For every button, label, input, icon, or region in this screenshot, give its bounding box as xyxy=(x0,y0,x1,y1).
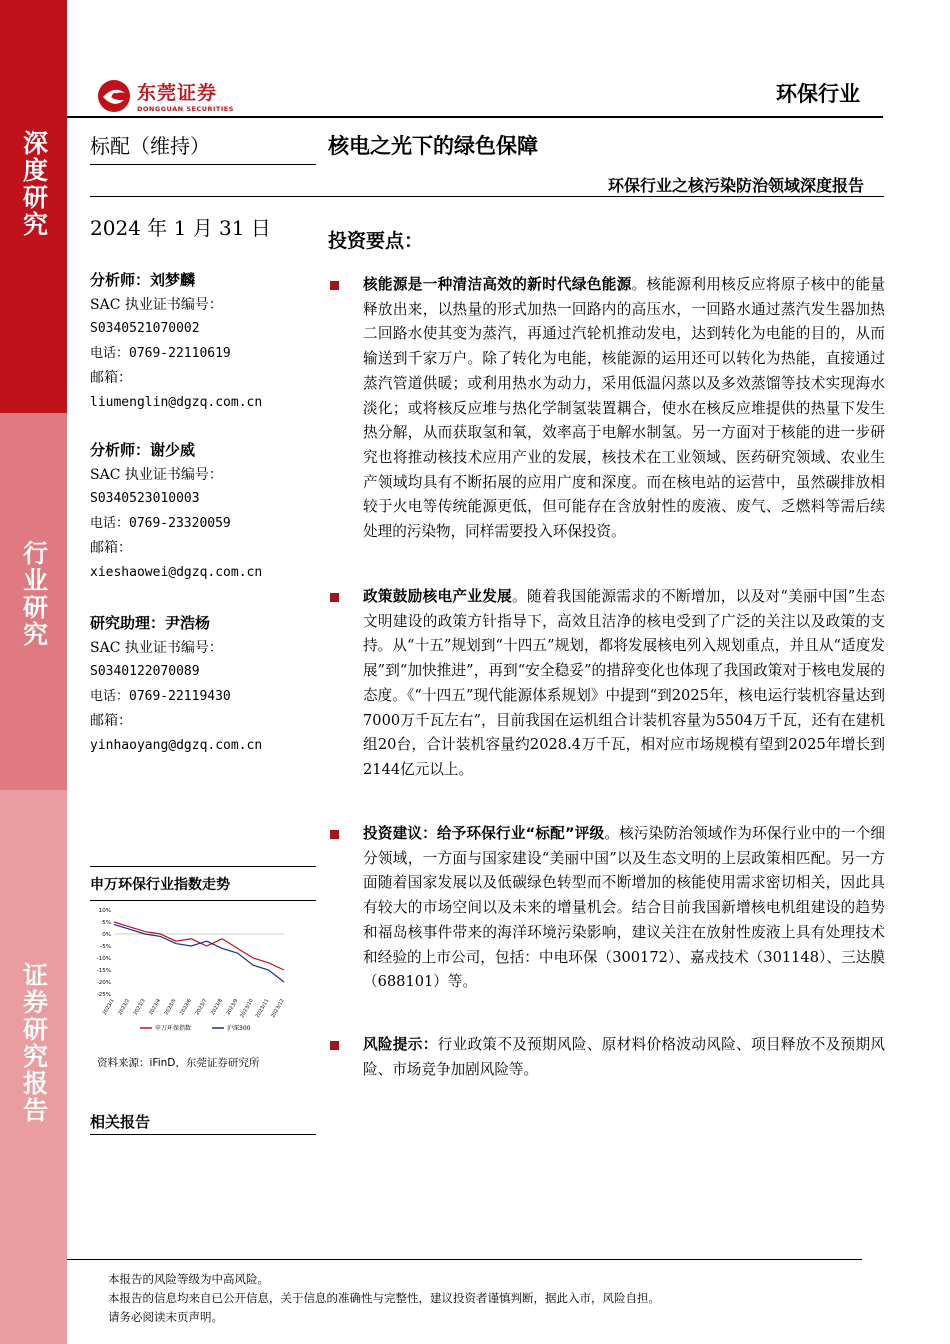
company-logo xyxy=(97,78,234,113)
related-reports-title: 相关报告 xyxy=(90,1113,151,1131)
keypoint-text: 。核污染防治领域作为环保行业中的一个细分领域，一方面与国家建设“美丽中国”以及生态文明的上层政策相匹配。另一方面随着国家发展以及低碳绿色转型而不断增加的核能使用需求密切相关，因此具有较大的市场空间以及未来的增量机会。结合目前我国新增核电机组建设的趋势和福岛核事件带来的海洋环境污染影响，建议关注在放射性废液上具有处理技术和经验的上市公司，包括：中电环保（300172）、嘉戎技术（301148）、三达膜（688101）等。 xyxy=(363,825,885,991)
sidebar-industry-research xyxy=(0,413,67,790)
bullet-icon xyxy=(330,281,339,290)
y-tick-label: -20% xyxy=(96,980,111,986)
series-line-1 xyxy=(114,924,284,982)
report-title: 核电之光下的绿色保障 xyxy=(328,134,538,158)
footer-divider xyxy=(67,1259,862,1260)
sidebar-label: 证券研究报告 xyxy=(19,962,49,1124)
keypoint-lead: 政策鼓励核电产业发展 xyxy=(363,588,513,605)
industry-label: 环保行业 xyxy=(776,82,860,106)
x-tick-label: 2023/3 xyxy=(132,998,147,1017)
keypoint-text: 。随着我国能源需求的不断增加，以及对“美丽中国”生态文明建设的政策方针指导下，高效且洁净的核电受到了广泛的关注以及政策的支持。从“十五”规划到“十四五”规划，都将发展核电列入规划重点，并且从“适度发展”到“加快推进”，再到“安全稳妥”的措辞变化也体现了我国政策对于核电发展的态度。《“十四五”现代能源体系规划》中提到“到2025年，核电运行装机容量达到7000万千瓦左右”，目前我国在运机组合计装机容量为5504万千瓦，还有在建机组20台，合计装机容量约2028.4万千瓦，相对应市场规模有望到2025年增长到2144亿元以上。 xyxy=(363,588,885,778)
email-link[interactable]: yinhaoyang@dgzq.com.cn xyxy=(90,737,263,753)
y-tick-label: -5% xyxy=(100,944,111,950)
keypoint-text: 行业政策不及预期风险、原材料价格波动风险、项目释放不及预期风险、市场竞争加剧风险等。 xyxy=(363,1036,885,1078)
bullet-icon xyxy=(330,1041,339,1050)
x-tick-label: 2023/1 xyxy=(101,998,116,1017)
x-tick-label: 2023/5 xyxy=(163,998,178,1017)
index-chart-box xyxy=(90,866,316,894)
keypoint-lead: 核能源是一种清洁高效的新时代绿色能源 xyxy=(363,276,632,293)
x-tick-label: 2023/2 xyxy=(117,998,132,1017)
cert-label: SAC 执业证书编号： xyxy=(90,466,223,483)
logo-cn-text: 东莞证券 xyxy=(137,82,218,104)
footer-line: 本报告的信息均来自已公开信息，关于信息的准确性与完整性，建议投资者谨慎判断，据此入市，风险自担。 xyxy=(108,1291,660,1305)
sidebar xyxy=(0,0,67,1344)
footer-disclaimer xyxy=(108,1270,660,1327)
y-tick-label: 0% xyxy=(102,932,111,938)
cert-number: S0340523010003 xyxy=(90,491,200,506)
analyst-block xyxy=(90,611,262,758)
x-tick-label: 2023/12 xyxy=(270,998,286,1019)
email-label: 邮箱： xyxy=(90,540,132,556)
phone: 电话：0769-22110619 xyxy=(90,345,231,361)
analyst-name: 研究助理：尹浩杨 xyxy=(90,614,211,632)
analyst-name: 分析师：刘梦麟 xyxy=(90,271,196,289)
header-divider xyxy=(67,116,883,118)
series-line-0 xyxy=(114,922,284,970)
keypoint-text: 。核能源利用核反应将原子核中的能量释放出来，以热量的形式加热一回路内的高压水，一回路水通过蒸汽发生器加热二回路水使其变为蒸汽，再通过汽轮机推动发电，达到转化为电能的目的，从而输送到千家万户。除了转化为电能，核能源的运用还可以转化为热能，直接通过蒸汽管道供暖；或利用热水为动力，采用低温闪蒸以及多效蒸馏等技术实现海水淡化；或将核反应堆与热化学制氢装置耦合，使水在核反应堆提供的热量下发生热分解，从而获取氢和氧，效率高于电解水制氢。另一方面对于核能的进一步研究也将推动核技术应用产业的发展，核技术在工业领域、医药研究领域、农业生产领域均具有不断拓展的应用广度和深度。而在核电站的运营中，虽然碳排放相较于火电等传统能源更低，但可能存在含放射性的废液、废气、乏燃料等需后续处理的污染物，同样需要投入环保投资。 xyxy=(363,276,885,541)
y-tick-label: 10% xyxy=(98,908,111,914)
bullet-icon xyxy=(330,593,339,602)
y-tick-label: -25% xyxy=(96,992,111,998)
report-subtitle: 环保行业之核污染防治领域深度报告 xyxy=(607,176,864,195)
email-link[interactable]: liumenglin@dgzq.com.cn xyxy=(90,394,263,410)
keypoint-lead: 投资建议：给予环保行业“标配”评级 xyxy=(363,825,605,842)
report-date: 2024 年 1 月 31 日 xyxy=(90,216,271,240)
subtitle-divider xyxy=(90,196,884,197)
footer-line: 本报告的风险等级为中高风险。 xyxy=(108,1272,269,1286)
keypoint-item xyxy=(330,822,885,995)
chart-title: 申万环保行业指数走势 xyxy=(90,877,230,893)
y-tick-label: -15% xyxy=(96,968,111,974)
sidebar-label: 深度研究 xyxy=(19,130,49,238)
related-divider xyxy=(90,1134,316,1135)
y-tick-label: -10% xyxy=(96,956,111,962)
logo-en-text: DONGGUAN SECURITIES xyxy=(137,105,234,113)
keypoint-item xyxy=(330,273,885,545)
x-tick-label: 2023/8 xyxy=(209,998,224,1017)
x-tick-label: 2023/7 xyxy=(194,998,209,1017)
keypoint-item xyxy=(330,1033,885,1082)
x-tick-label: 2023/11 xyxy=(254,998,271,1019)
email-label: 邮箱： xyxy=(90,713,132,729)
cert-label: SAC 执业证书编号： xyxy=(90,639,223,656)
keypoint-item xyxy=(330,585,885,783)
cert-number: S0340521070002 xyxy=(90,321,200,336)
keypoints-title: 投资要点： xyxy=(328,230,424,252)
legend-label: 沪深300 xyxy=(227,1025,251,1032)
bullet-icon xyxy=(330,830,339,839)
x-tick-label: 2023/4 xyxy=(148,998,163,1017)
sidebar-label: 行业研究 xyxy=(19,540,49,648)
y-tick-label: 5% xyxy=(102,920,111,926)
cert-number: S0340122070089 xyxy=(90,664,200,679)
sidebar-securities-report xyxy=(0,790,67,1344)
analyst-name: 分析师：谢少威 xyxy=(90,441,196,459)
rating-divider xyxy=(90,164,316,165)
phone: 电话：0769-23320059 xyxy=(90,515,231,531)
analyst-block xyxy=(90,268,262,415)
x-tick-label: 2023/10 xyxy=(239,998,255,1019)
footer-line: 请务必阅读末页声明。 xyxy=(108,1310,223,1324)
email-label: 邮箱： xyxy=(90,370,132,386)
chart-source: 资料来源：iFinD，东莞证券研究所 xyxy=(97,1057,260,1069)
keypoint-lead: 风险提示： xyxy=(363,1036,438,1053)
phone: 电话：0769-22119430 xyxy=(90,688,231,704)
cert-label: SAC 执业证书编号： xyxy=(90,296,223,313)
x-tick-label: 2023/9 xyxy=(225,998,240,1017)
email-link[interactable]: xieshaowei@dgzq.com.cn xyxy=(90,564,263,580)
rating: 标配（维持） xyxy=(90,134,210,158)
index-chart xyxy=(92,906,292,1046)
chart-title-divider xyxy=(90,900,316,901)
sidebar-deep-research xyxy=(0,0,67,413)
logo-icon xyxy=(97,79,131,113)
x-tick-label: 2023/6 xyxy=(179,998,194,1017)
analyst-block xyxy=(90,438,262,585)
legend-label: 申万环保指数 xyxy=(155,1025,192,1032)
